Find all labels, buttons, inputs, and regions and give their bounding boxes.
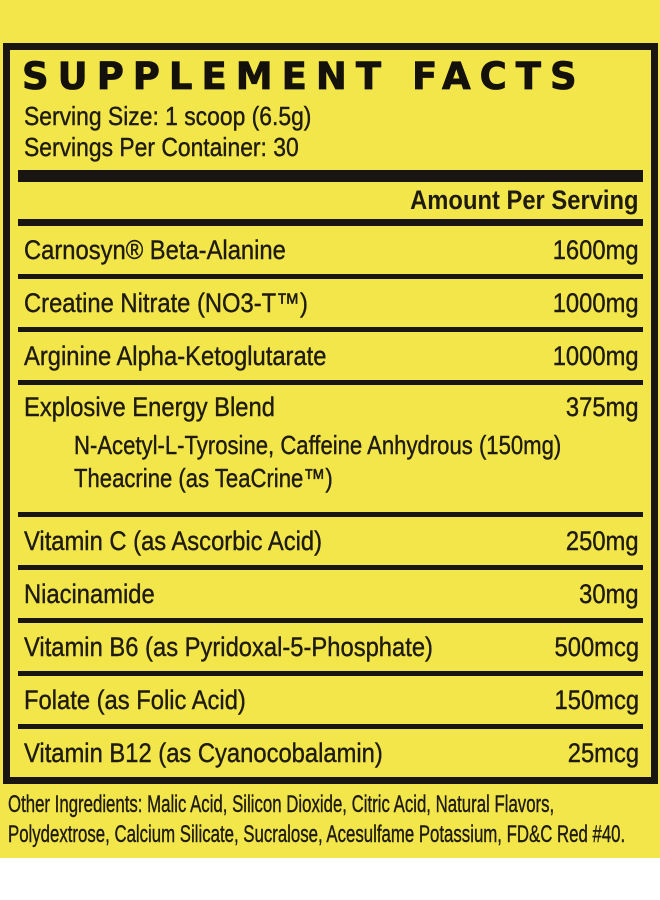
ingredient-name: Arginine Alpha-Ketoglutarate xyxy=(24,340,327,371)
ingredient-name: Vitamin B12 (as Cyanocobalamin) xyxy=(24,737,383,768)
ingredient-amount: 1600mg xyxy=(553,234,639,265)
ingredient-row-main xyxy=(10,623,651,671)
ingredient-row-main xyxy=(10,676,651,724)
ingredient-name: Folate (as Folic Acid) xyxy=(24,684,246,715)
ingredient-row-main xyxy=(10,226,651,274)
ingredient-row xyxy=(10,623,651,671)
ingredient-name: Vitamin B6 (as Pyridoxal-5-Phosphate) xyxy=(24,631,433,662)
header-divider-thick xyxy=(18,170,643,182)
ingredient-amount: 150mcg xyxy=(554,684,639,715)
other-ingredients-line: Other Ingredients: Malic Acid, Silicon Dioxide, Citric Acid, Natural Flavors, xyxy=(8,791,555,818)
other-ingredients-line: Polydextrose, Calcium Silicate, Sucralose, Acesulfame Potassium, FD&C Red #40. xyxy=(8,821,626,848)
ingredient-amount: 25mcg xyxy=(567,737,639,768)
ingredient-row xyxy=(10,385,651,512)
ingredient-amount: 250mg xyxy=(566,525,639,556)
sub-ingredient: N-Acetyl-L-Tyrosine, Caffeine Anhydrous (150mg) xyxy=(74,430,562,460)
ingredient-name: Vitamin C (as Ascorbic Acid) xyxy=(24,525,322,556)
servings-per-container xyxy=(10,132,651,163)
ingredient-name: Creatine Nitrate (NO3-T™) xyxy=(24,287,308,318)
amount-per-serving-text: Amount Per Serving xyxy=(410,185,639,215)
header-divider-medium xyxy=(18,219,643,226)
serving-size-text: Serving Size: 1 scoop (6.5g) xyxy=(24,101,312,131)
other-ingredients xyxy=(8,790,656,850)
ingredient-row xyxy=(10,226,651,274)
ingredient-row xyxy=(10,570,651,618)
ingredient-row xyxy=(10,517,651,565)
ingredient-row xyxy=(10,676,651,724)
ingredient-amount: 375mg xyxy=(566,391,639,422)
serving-size xyxy=(10,101,651,132)
facts-panel xyxy=(3,43,658,784)
ingredient-name: Niacinamide xyxy=(24,578,155,609)
ingredient-row-main xyxy=(10,570,651,618)
servings-per-container-text: Servings Per Container: 30 xyxy=(24,132,299,162)
ingredient-row-main xyxy=(10,279,651,327)
ingredient-row-main xyxy=(10,332,651,380)
ingredient-amount: 30mg xyxy=(579,578,639,609)
amount-per-serving-header xyxy=(10,182,651,219)
panel-title: SUPPLEMENT FACTS xyxy=(22,55,586,98)
ingredient-row-main xyxy=(10,729,651,777)
facts-rows xyxy=(10,226,651,777)
ingredient-name: Explosive Energy Blend xyxy=(24,391,275,422)
ingredient-row-main xyxy=(10,385,651,429)
ingredient-name: Carnosyn® Beta-Alanine xyxy=(24,234,286,265)
ingredient-row xyxy=(10,332,651,380)
ingredient-amount: 1000mg xyxy=(553,340,639,371)
ingredient-amount: 500mcg xyxy=(554,631,639,662)
ingredient-row-main xyxy=(10,517,651,565)
sub-ingredient: Theacrine (as TeaCrine™) xyxy=(74,463,333,493)
ingredient-row xyxy=(10,279,651,327)
ingredient-row xyxy=(10,729,651,777)
ingredient-amount: 1000mg xyxy=(553,287,639,318)
blend-sub-ingredients xyxy=(10,429,651,512)
